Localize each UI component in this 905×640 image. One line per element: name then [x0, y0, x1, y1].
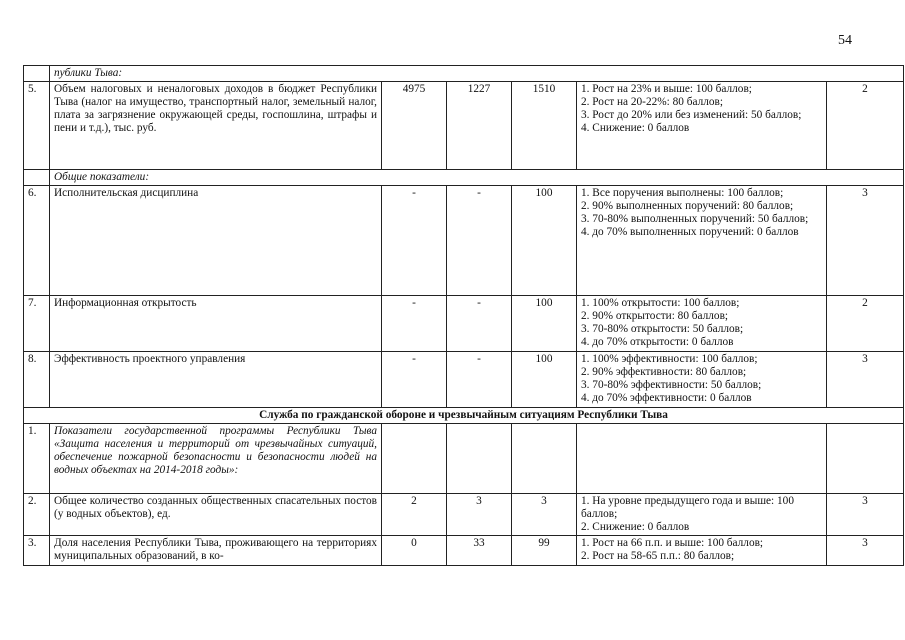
criteria-line: 2. 90% выполненных поручений: 80 баллов; [581, 200, 794, 212]
value-cell: - [382, 296, 447, 352]
criteria-cell [577, 494, 827, 536]
number-cell: 3. [24, 536, 50, 566]
criteria-cell [577, 352, 827, 408]
section-title: Служба по гражданской обороне и чрезвычайным ситуациям Республики Тыва [24, 408, 904, 424]
value-cell: 100 [512, 352, 577, 408]
criteria-cell [577, 82, 827, 170]
number-cell: 2. [24, 494, 50, 536]
value-cell: 1510 [512, 82, 577, 170]
page-number: 54 [838, 33, 852, 48]
criteria-line: 4. до 70% открытости: 0 баллов [581, 336, 734, 348]
section-title: Общие показатели: [50, 170, 904, 186]
score-cell [827, 424, 904, 494]
indicator-name-cell: Объем налоговых и неналоговых доходов в бюджет Республики Тыва (налог на имущество, транспортный налог, земельный налог, плата за загрязнение окружающей среды, госпошлина, штрафы и пени и т.д.), тыс. руб. [50, 82, 382, 170]
criteria-line: 2. 90% открытости: 80 баллов; [581, 310, 729, 322]
score-cell: 3 [827, 186, 904, 296]
indicator-name-cell: Общее количество созданных общественных спасательных постов (у водных объектов), ед. [50, 494, 382, 536]
criteria-cell [577, 424, 827, 494]
criteria-line: 3. 70-80% выполненных поручений: 50 баллов; [581, 213, 809, 225]
value-cell: - [382, 352, 447, 408]
number-cell: 8. [24, 352, 50, 408]
criteria-line: 2. 90% эффективности: 80 баллов; [581, 366, 747, 378]
criteria-line: 1. На уровне предыдущего года и выше: 100 баллов; [581, 495, 794, 520]
value-cell [447, 424, 512, 494]
number-cell [24, 170, 50, 186]
table-row [24, 536, 904, 566]
criteria-line: 1. Рост на 23% и выше: 100 баллов; [581, 83, 752, 95]
number-cell: 7. [24, 296, 50, 352]
indicator-name-cell: Показатели государственной программы Республики Тыва «Защита населения и территорий от чрезвычайных ситуаций, обеспечение пожарной безопасности и безопасности людей на водных объектах на 2014-2018 годы»: [50, 424, 382, 494]
section-row [24, 66, 904, 82]
criteria-line: 1. Рост на 66 п.п. и выше: 100 баллов; [581, 537, 764, 549]
table-row [24, 296, 904, 352]
criteria-cell [577, 186, 827, 296]
value-cell: - [447, 186, 512, 296]
number-cell: 6. [24, 186, 50, 296]
score-cell: 3 [827, 352, 904, 408]
number-cell [24, 66, 50, 82]
criteria-line: 2. Рост на 58-65 п.п.: 80 баллов; [581, 550, 735, 562]
value-cell [512, 424, 577, 494]
table-row [24, 352, 904, 408]
indicator-name-cell: Доля населения Республики Тыва, проживающего на территориях муниципальных образований, в ко- [50, 536, 382, 566]
indicators-table [23, 65, 904, 566]
value-cell: - [447, 352, 512, 408]
criteria-line: 2. Снижение: 0 баллов [581, 521, 690, 533]
value-cell: 3 [447, 494, 512, 536]
indicator-name-cell: Информационная открытость [50, 296, 382, 352]
score-cell: 2 [827, 296, 904, 352]
value-cell: 3 [512, 494, 577, 536]
value-cell: 2 [382, 494, 447, 536]
value-cell: 0 [382, 536, 447, 566]
criteria-line: 1. Все поручения выполнены: 100 баллов; [581, 187, 784, 199]
criteria-line: 2. Рост на 20-22%: 80 баллов; [581, 96, 723, 108]
table-row [24, 494, 904, 536]
criteria-line: 4. Снижение: 0 баллов [581, 122, 690, 134]
table-row [24, 424, 904, 494]
criteria-line: 1. 100% открытости: 100 баллов; [581, 297, 740, 309]
value-cell: 4975 [382, 82, 447, 170]
score-cell: 3 [827, 536, 904, 566]
value-cell [382, 424, 447, 494]
criteria-line: 3. Рост до 20% или без изменений: 50 баллов; [581, 109, 802, 121]
criteria-line: 4. до 70% эффективности: 0 баллов [581, 392, 752, 404]
criteria-line: 3. 70-80% открытости: 50 баллов; [581, 323, 744, 335]
value-cell: - [382, 186, 447, 296]
table-row [24, 82, 904, 170]
criteria-cell [577, 536, 827, 566]
number-cell: 5. [24, 82, 50, 170]
section-row [24, 408, 904, 424]
value-cell: 100 [512, 186, 577, 296]
value-cell: 1227 [447, 82, 512, 170]
value-cell: - [447, 296, 512, 352]
criteria-line: 4. до 70% выполненных поручений: 0 баллов [581, 226, 799, 238]
number-cell: 1. [24, 424, 50, 494]
indicator-name-cell: Эффективность проектного управления [50, 352, 382, 408]
score-cell: 3 [827, 494, 904, 536]
criteria-line: 3. 70-80% эффективности: 50 баллов; [581, 379, 762, 391]
section-title: публики Тыва: [50, 66, 904, 82]
value-cell: 99 [512, 536, 577, 566]
section-row [24, 170, 904, 186]
value-cell: 33 [447, 536, 512, 566]
indicator-name-cell: Исполнительская дисциплина [50, 186, 382, 296]
criteria-cell [577, 296, 827, 352]
score-cell: 2 [827, 82, 904, 170]
criteria-line: 1. 100% эффективности: 100 баллов; [581, 353, 758, 365]
value-cell: 100 [512, 296, 577, 352]
table-row [24, 186, 904, 296]
